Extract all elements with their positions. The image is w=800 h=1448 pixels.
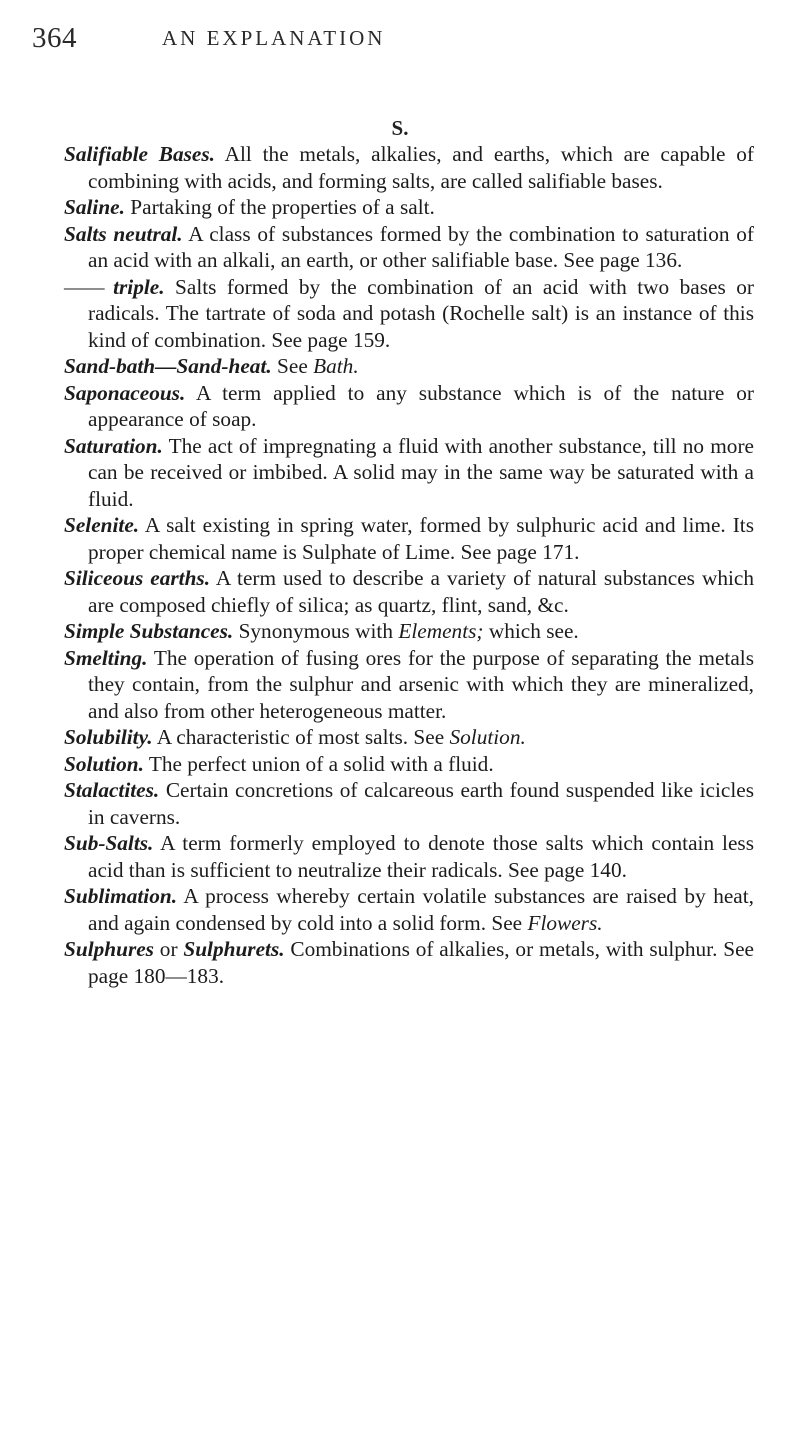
- entry-definition: A class of substances formed by the combination to saturation of an acid with an alkali, an earth, or other salifiable base. See page 136.: [88, 221, 755, 272]
- running-head: AN EXPLANATION: [162, 26, 386, 50]
- glossary-entry: [64, 565, 754, 618]
- entry-term: Smelting.: [64, 645, 148, 670]
- entry-definition: Salts formed by the combination of an acid with two bases or radicals. The tartrate of soda and potash (Rochelle salt) is an instance of this kind of combination. See page 159.: [88, 274, 754, 352]
- glossary-entry: [64, 141, 754, 194]
- entry-definition: A term formerly employed to denote those salts which contain less acid than is sufficient to neutralize their radicals. See page 140.: [88, 831, 754, 882]
- cross-reference: Flowers.: [527, 910, 603, 935]
- section-letter: S.: [391, 116, 409, 140]
- glossary-entry: [64, 618, 754, 645]
- page-header: [32, 22, 752, 62]
- entry-definition: The act of impregnating a fluid with another substance, till no more can be received or imbibed. A solid may in the same way be saturated with a fluid.: [88, 433, 754, 511]
- cross-reference: Elements;: [398, 619, 484, 643]
- entry-term: Stalactites.: [64, 778, 160, 802]
- entry-definition: The operation of fusing ores for the purpose of separating the metals they contain, from the sulphur and arsenic with which they are mineralized, and also from other heterogeneous matter.: [88, 645, 754, 723]
- entry-term: Selenite.: [64, 513, 140, 537]
- page-number: 364: [32, 22, 77, 54]
- entry-definition: Synonymous with: [238, 619, 393, 643]
- entry-definition: Certain concretions of calcareous earth found suspended like icicles in caverns.: [88, 778, 755, 829]
- entry-term: Siliceous earths.: [64, 566, 211, 590]
- entry-term: Sand-bath—Sand-heat.: [64, 354, 272, 378]
- glossary-entry: [64, 194, 754, 221]
- entry-term-alt: Sulphurets.: [183, 937, 285, 961]
- entry-term: Sulphures: [64, 937, 154, 961]
- glossary-entry: [64, 221, 754, 274]
- glossary-entry: [64, 724, 754, 751]
- entry-term: Saline.: [64, 195, 125, 219]
- glossary-entry: [64, 512, 754, 565]
- entry-term-join: or: [159, 937, 178, 961]
- entry-term: Solution.: [64, 751, 144, 776]
- entry-term: triple.: [113, 274, 165, 299]
- entry-definition: A term applied to any substance which is of the nature or appearance of soap.: [88, 380, 754, 431]
- entry-term: Sub-Salts.: [64, 831, 154, 855]
- entry-definition: A characteristic of most salts. See: [156, 725, 445, 749]
- entry-term: Saturation.: [64, 433, 163, 458]
- entry-term: Solubility.: [64, 725, 153, 749]
- entry-term: Salifiable Bases.: [64, 142, 215, 166]
- glossary-entry: [64, 380, 754, 433]
- entry-definition: A term used to describe a variety of natural substances which are composed chiefly of silica; as quartz, flint, sand, &c.: [88, 566, 755, 617]
- glossary-entry: [64, 830, 754, 883]
- entry-term: Simple Substances.: [64, 619, 234, 643]
- entry-definition: A process whereby certain volatile substances are raised by heat, and again condensed by cold into a solid form. See: [88, 884, 755, 935]
- ditto-dash: ——: [64, 274, 103, 299]
- glossary-entry: [64, 645, 754, 725]
- entry-definition: A salt existing in spring water, formed by sulphuric acid and lime. Its proper chemical name is Sulphate of Lime. See page 171.: [88, 513, 754, 564]
- entry-definition: Partaking of the properties of a salt.: [130, 195, 435, 219]
- glossary-entry: [64, 751, 754, 778]
- cross-reference: Bath.: [313, 354, 359, 378]
- glossary-entry: [64, 883, 754, 936]
- glossary-entry: [64, 274, 754, 354]
- glossary-list: [64, 141, 754, 989]
- entry-definition: See: [277, 354, 308, 378]
- glossary-entry: [64, 353, 754, 380]
- entry-definition: All the metals, alkalies, and earths, which are capable of combining with acids, and forming salts, are called salifiable bases.: [88, 142, 754, 193]
- entry-definition: The perfect union of a solid with a fluid.: [148, 751, 494, 776]
- glossary-entry: [64, 433, 754, 513]
- entry-definition: Combinations of alkalies, or metals, with sulphur. See page 180—183.: [88, 937, 754, 988]
- glossary-entry: [64, 777, 754, 830]
- entry-definition-tail: which see.: [488, 619, 579, 643]
- entry-term: Saponaceous.: [64, 380, 186, 405]
- cross-reference: Solution.: [449, 725, 526, 749]
- glossary-entry: [64, 936, 754, 989]
- entry-term: Salts neutral.: [64, 221, 183, 246]
- entry-term: Sublimation.: [64, 884, 178, 908]
